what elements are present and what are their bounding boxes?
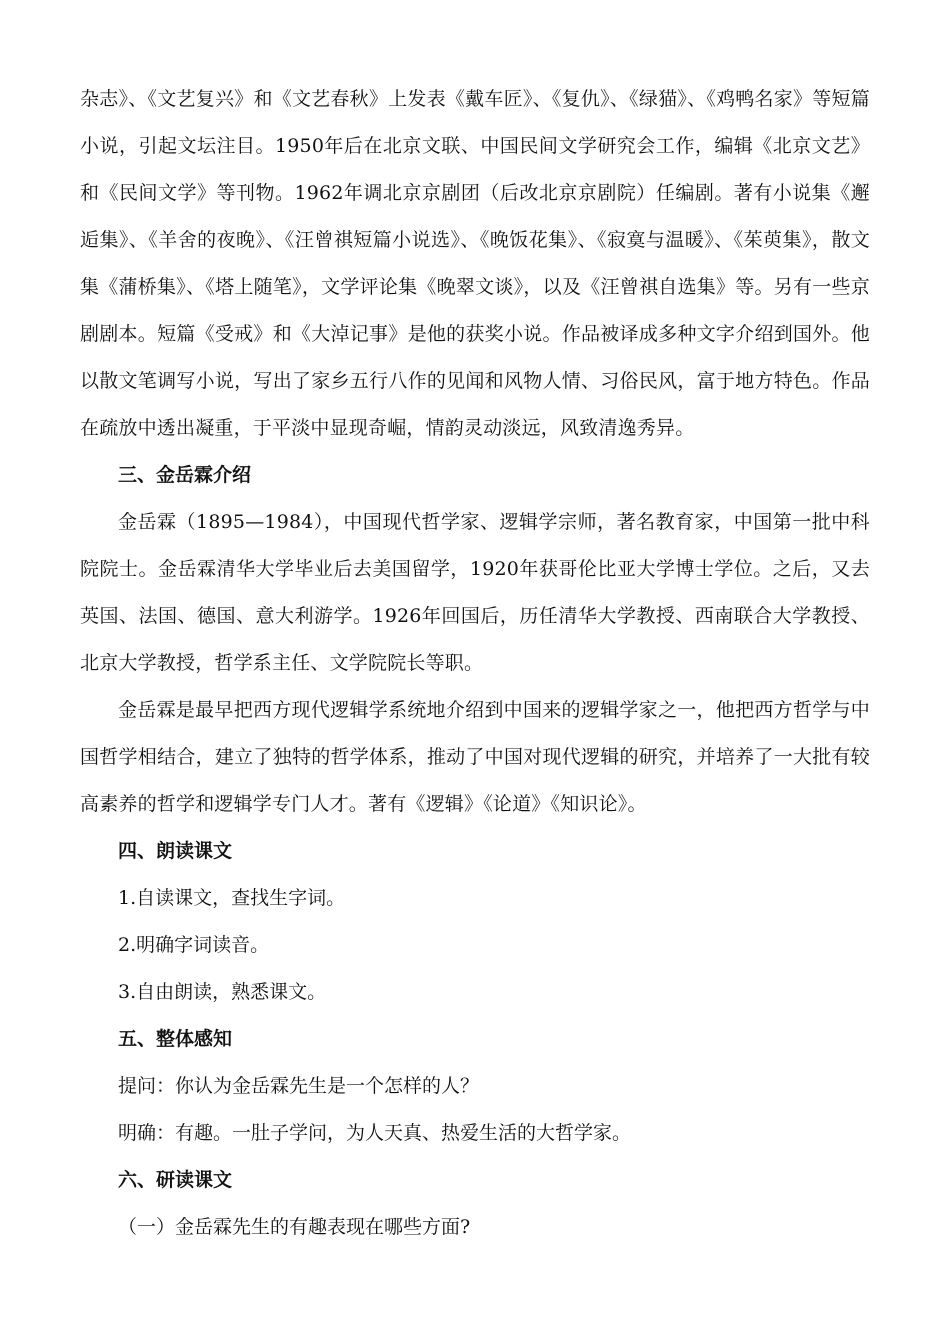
section-heading-reading: 四、朗读课文 <box>118 840 233 862</box>
overall-answer: 明确：有趣。一肚子学问，为人天真、热爱生活的大哲学家。 <box>118 1122 632 1144</box>
section-heading-overall: 五、整体感知 <box>118 1028 233 1050</box>
document-page <box>80 76 870 1251</box>
jin-yuelin-contribution-paragraph: 金岳霖是最早把西方现代逻辑学系统地介绍到中国来的逻辑学家之一，他把西方哲学与中国哲学相结合，建立了独特的哲学体系，推动了中国对现代逻辑的研究，并培养了一大批有较高素养的哲学和逻辑学专门人才。著有《逻辑》《论道》《知识论》。 <box>80 699 870 815</box>
section-heading-jin-yuelin: 三、金岳霖介绍 <box>118 464 252 486</box>
section-heading-study: 六、研读课文 <box>118 1169 233 1191</box>
study-sub-question-1: （一）金岳霖先生的有趣表现在哪些方面? <box>118 1216 471 1238</box>
reading-step-3: 3.自由朗读，熟悉课文。 <box>118 981 327 1003</box>
overall-question: 提问：你认为金岳霖先生是一个怎样的人？ <box>118 1075 480 1097</box>
reading-step-2: 2.明确字词读音。 <box>118 934 270 956</box>
biography-continuation: 杂志》、《文艺复兴》和《文艺春秋》上发表《戴车匠》、《复仇》、《绿猫》、《鸡鸭名家》等短篇小说，引起文坛注目。1950年后在北京文联、中国民间文学研究会工作，编辑《北京文艺》和《民间文学》等刊物。1962年调北京京剧团（后改北京京剧院）任编剧。著有小说集《邂逅集》、《羊舍的夜晚》、《汪曾祺短篇小说选》、《晚饭花集》、《寂寞与温暖》、《茱萸集》，散文集《蒲桥集》、《塔上随笔》，文学评论集《晚翠文谈》，以及《汪曾祺自选集》等。另有一些京剧剧本。短篇《受戒》和《大淖记事》是他的获奖小说。作品被译成多种文字介绍到国外。他以散文笔调写小说，写出了家乡五行八作的见闻和风物人情、习俗民风，富于地方特色。作品在疏放中透出凝重，于平淡中显现奇崛，情韵灵动淡远，风致清逸秀异。 <box>80 88 870 439</box>
reading-step-1: 1.自读课文，查找生字词。 <box>118 887 346 909</box>
jin-yuelin-intro-paragraph: 金岳霖（1895—1984），中国现代哲学家、逻辑学宗师，著名教育家，中国第一批中科院院士。金岳霖清华大学毕业后去美国留学，1920年获哥伦比亚大学博士学位。之后，又去英国、法国、德国、意大利游学。1926年回国后，历任清华大学教授、西南联合大学教授、北京大学教授，哲学系主任、文学院院长等职。 <box>80 511 870 674</box>
